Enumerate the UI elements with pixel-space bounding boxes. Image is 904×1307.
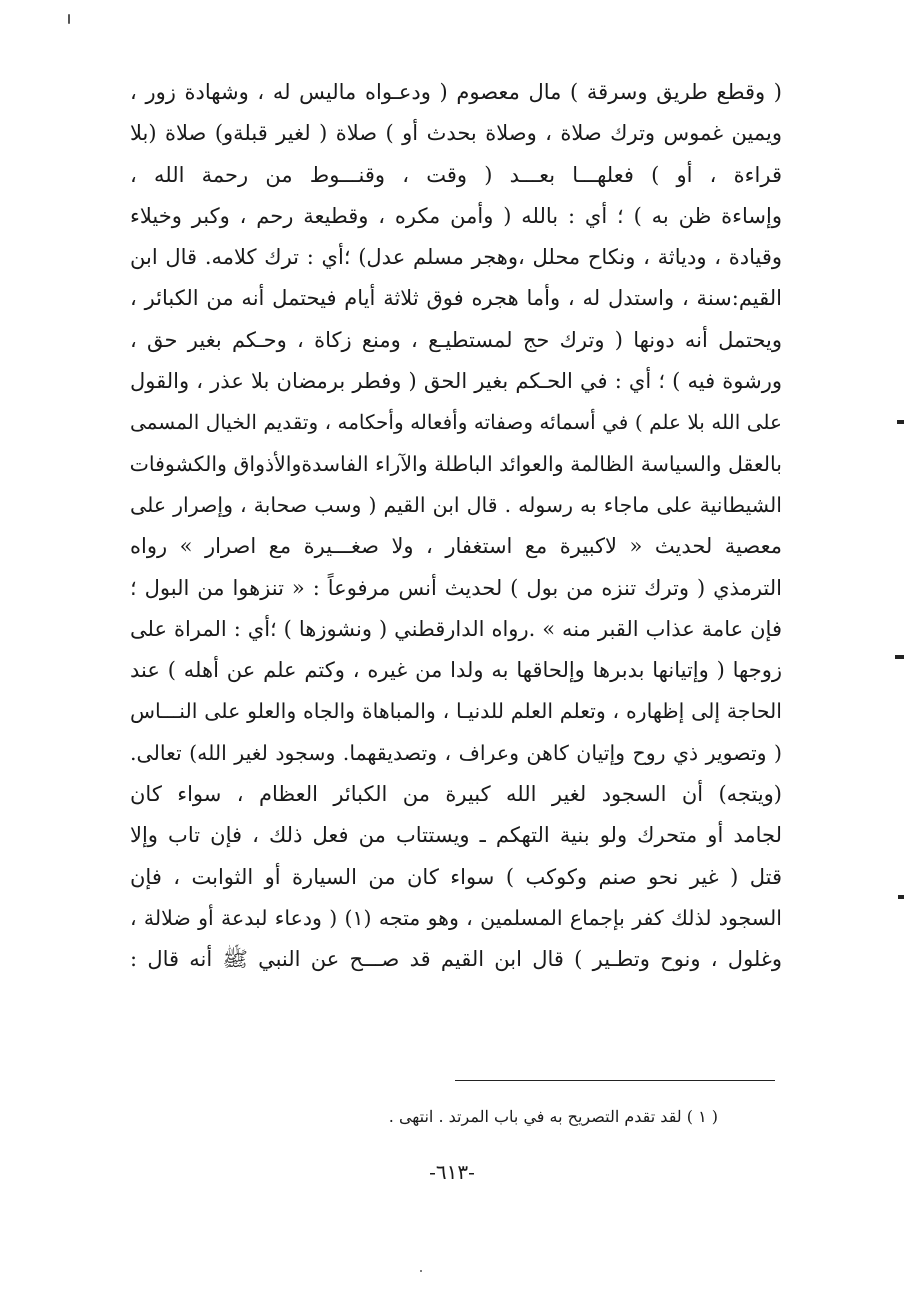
text-line: لجامد أو متحرك ولو بنية التهكم ـ ويستتاب من فعل ذلك ، فإن تاب وإلا bbox=[130, 823, 782, 848]
text-line: ورشوة فيه ) ؛ أي : في الحـكم بغير الحق ( وفطر برمضان بلا عذر ، والقول bbox=[130, 369, 782, 394]
text-line: فإن عامة عذاب القبر منه » .رواه الدارقطني ( ونشوزها ) ؛أي : المراة على bbox=[130, 616, 782, 641]
scan-speck bbox=[68, 14, 70, 24]
text-line: الترمذي ( وترك تنزه من بول ) لحديث أنس مرفوعاً : « تنزهوا من البول ؛ bbox=[130, 575, 782, 600]
text-line: ( وقطع طريق وسرقة ) مال معصوم ( ودعـواه ماليس له ، وشهادة زور ، bbox=[130, 80, 782, 104]
text-line: الحاجة إلى إظهاره ، وتعلم العلم للدنيـا ، والمباهاة والجاه والعلو على النـــاس bbox=[130, 699, 782, 724]
footnote: ( ١ ) لقد تقدم التصريح به في باب المرتد . انتهى . bbox=[388, 1107, 718, 1126]
text-line: زوجها ( وإتيانها بدبرها وإلحاقها به ولدا من غيره ، وكتم علم عن أهله ) عند bbox=[130, 658, 782, 683]
text-line: وقيادة ، ودياثة ، ونكاح محلل ،وهجر مسلم عدل) ؛أي : ترك كلامه. قال ابن bbox=[130, 245, 782, 270]
main-text-block bbox=[130, 72, 782, 981]
text-line: قتل ( غير نحو صنم وكوكب ) سواء كان من السيارة أو الثوابت ، فإن bbox=[130, 864, 782, 889]
text-line: ويحتمل أنه دونها ( وترك حج لمستطيـع ، ومنع زكاة ، وحـكم بغير حق ، bbox=[130, 327, 782, 352]
text-line: ويمين غموس وترك صلاة ، وصلاة بحدث أو ) صلاة ( لغير قبلةو) صلاة (بلا bbox=[130, 121, 782, 146]
binding-mark bbox=[897, 420, 904, 424]
binding-mark bbox=[898, 895, 904, 899]
text-line: معصية لحديث « لاكبيرة مع استغفار ، ولا صغـــيرة مع اصرار » رواه bbox=[130, 534, 782, 559]
text-line: بالعقل والسياسة الظالمة والعوائد الباطلة والآراء الفاسدةوالأذواق والكشوفات bbox=[130, 451, 782, 476]
page-number: -٦١٣- bbox=[429, 1160, 475, 1184]
text-line: على الله بلا علم ) في أسمائه وصفاته وأفعاله وأحكامه ، وتقديم الخيال المسمى bbox=[130, 410, 782, 435]
text-line: قراءة ، أو ) فعلهـــا بعـــد ( وقت ، وقنـــوط من رحمة الله ، bbox=[130, 162, 782, 187]
text-line: وغلول ، ونوح وتطـير ) قال ابن القيم قد صـــح عن النبي ﷺ أنه قال : bbox=[130, 947, 782, 972]
footnote-separator bbox=[455, 1080, 775, 1081]
scan-speck bbox=[420, 1270, 422, 1272]
binding-mark bbox=[895, 655, 904, 659]
text-line: وإساءة ظن به ) ؛ أي : بالله ( وأمن مكره ، وقطيعة رحم ، وكبر وخيلاء bbox=[130, 203, 782, 228]
text-line: (ويتجه) أن السجود لغير الله كبيرة من الكبائر العظام ، سواء كان bbox=[130, 782, 782, 807]
text-line: الشيطانية على ماجاء به رسوله . قال ابن القيم ( وسب صحابة ، وإصرار على bbox=[130, 492, 782, 517]
text-line: القيم:سنة ، واستدل له ، وأما هجره فوق ثلاثة أيام فيحتمل أنه من الكبائر ، bbox=[130, 286, 782, 311]
text-line: السجود لذلك كفر بإجماع المسلمين ، وهو متجه (١) ( ودعاء لبدعة أو ضلالة ، bbox=[130, 905, 782, 930]
text-line: ( وتصوير ذي روح وإتيان كاهن وعراف ، وتصديقهما. وسجود لغير الله) تعالى. bbox=[130, 740, 782, 765]
